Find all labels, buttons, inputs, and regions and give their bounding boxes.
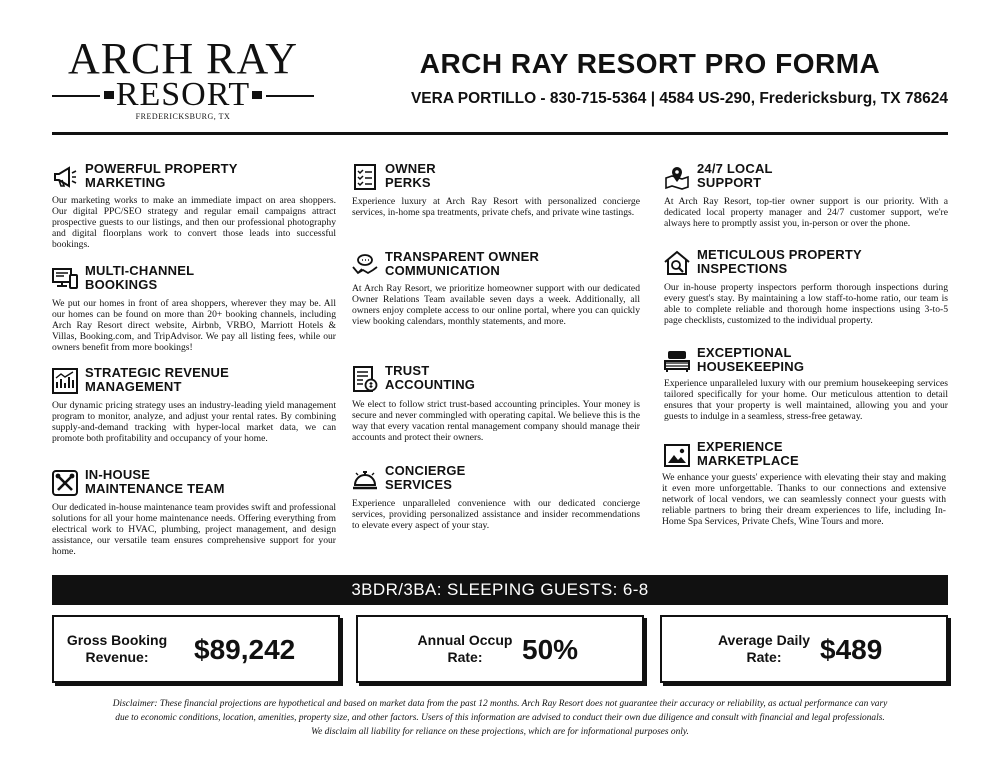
- stat-value: $489: [820, 634, 883, 665]
- feature-body: We put our homes in front of area shoppers, wherever they may be. All our homes can be found on more than 20+ booking channels, including Arch Ray Resort direct website, Airbnb, VRBO, Marriott Hotels & Villas, Booking.com, and TripAdvisor. We pay all listing fees, while our owners benefit from more bookings!: [52, 298, 336, 353]
- feature-title: OWNER PERKS: [385, 161, 436, 190]
- feature-body: Experience unparalleled luxury with our premium housekeeping services tailored specifically for your home. Our meticulous attention to detail ensures that your property is well maintained, allowing you and your guests to indulge in a seamless, stress-free getaway.: [664, 378, 948, 422]
- feature-body: Experience unparalleled convenience with our dedicated concierge services, providing personalized assistance and insider recommendations to elevate every aspect of your stay.: [352, 498, 640, 531]
- tools-icon: [52, 470, 78, 496]
- megaphone-icon: [52, 164, 78, 190]
- feature-body: Experience luxury at Arch Ray Resort with personalized concierge services, in-home spa treatments, private chefs, and private wine tastings.: [352, 196, 640, 218]
- chart-icon: [52, 368, 78, 394]
- header: [52, 34, 948, 134]
- feature-title: MULTI-CHANNEL BOOKINGS: [85, 263, 195, 292]
- annual-occupancy-rate-box: [356, 615, 644, 683]
- feature-title: CONCIERGE SERVICES: [385, 463, 466, 492]
- feature-title: TRANSPARENT OWNER COMMUNICATION: [385, 249, 540, 278]
- feature-body: Our in-house property inspectors perform thorough inspections during every guest's stay. By maintaining a low staff-to-home ratio, our team is able to complete reliable and thorough home inspections using 3-to-5 page checklists, customized to the individual property.: [664, 282, 948, 326]
- ledger-icon: [352, 366, 378, 392]
- contact-line: VERA PORTILLO - 830-715-5364 | 4584 US-290, Fredericksburg, TX 78624: [410, 90, 948, 107]
- feature-body: We enhance your guests' experience with elevating their stay and making it even more unforgettable. Thanks to our connections and extensive network of local vendors, we can seamlessly connect your guests with reliable partners to bring their dream experiences to life, including In-Home Spa Services, Private Chefs, Wine Tours and more.: [662, 472, 946, 527]
- devices-icon: [52, 266, 78, 292]
- feature-title: TRUST ACCOUNTING: [385, 363, 476, 392]
- logo-line-2: RESORT: [115, 76, 251, 113]
- feature-title: EXCEPTIONAL HOUSEKEEPING: [697, 345, 805, 374]
- logo-line-3: FREDERICKSBURG, TX: [135, 112, 231, 121]
- feature-title: 24/7 LOCAL SUPPORT: [697, 161, 773, 190]
- stat-value: 50%: [522, 634, 579, 665]
- feature-body: Our dedicated in-house maintenance team provides swift and professional solutions for all your home maintenance needs. Offering everything from electrical work to HVAC, plumbing, project management, and design assistance, our versatile team ensures comprehensive support for your home.: [52, 502, 336, 557]
- feature-body: Our marketing works to make an immediate impact on area shoppers. Our digital PPC/SEO strategy and regular email campaigns attract prospective guests to our listings, and then our professional photography and digital floorplans work to convert those leads into successful bookings.: [52, 195, 336, 250]
- feature-body: We elect to follow strict trust-based accounting principles. Your money is secure and never commingled with operating capital. We believe this is the way that every vacation rental management company should manage their accounts and protect their owners.: [352, 399, 640, 443]
- feature-body: Our dynamic pricing strategy uses an industry-leading yield management program to monitor, analyze, and adjust your rental rates. By combining supply-and-demand tracking with hyper-local market data, we can promote both profitability and occupancy of your home.: [52, 400, 336, 444]
- page-title: ARCH RAY RESORT PRO FORMA: [419, 48, 881, 79]
- bell-icon: [352, 466, 378, 492]
- house-search-icon: [664, 250, 690, 276]
- stat-value: $89,242: [194, 634, 296, 665]
- logo-dash-right: [252, 91, 262, 99]
- sleeping-guests-banner: 3BDR/3BA: SLEEPING GUESTS: 6-8: [52, 575, 948, 605]
- map-pin-icon: [664, 164, 690, 190]
- stat-label: Annual Occup Rate:: [417, 632, 513, 665]
- feature-title: IN-HOUSE MAINTENANCE TEAM: [85, 467, 225, 496]
- feature-title: STRATEGIC REVENUE MANAGEMENT: [85, 365, 230, 394]
- checklist-icon: [352, 164, 378, 190]
- feature-title: METICULOUS PROPERTY INSPECTIONS: [697, 247, 862, 276]
- feature-body: At Arch Ray Resort, top-tier owner support is our priority. With a dedicated local property manager and 24/7 customer support, we're always here to promptly assist you, in-person or over the phone.: [664, 196, 948, 229]
- header-divider: [52, 132, 948, 135]
- picture-frame-icon: [664, 442, 690, 468]
- feature-body: At Arch Ray Resort, we prioritize homeowner support with our dedicated Owner Relations Team available seven days a week. Additionally, all owners enjoy complete access to our online portal, where you can quickly view booking calendars, monthly statements, and more.: [352, 283, 640, 327]
- stat-label: Gross Booking Revenue:: [66, 632, 168, 665]
- logo-line-1: ARCH RAY: [67, 34, 299, 83]
- logo-line-2-row: [52, 78, 314, 112]
- disclaimer: Disclaimer: These financial projections are hypothetical and based on market data from the past 12 months. Arch Ray Resort does not guarantee their accuracy or reliability, as actual performance can vary due to economic conditions, location, amenities, property size, and other factors. Users of this information are advised to conduct their own due diligence and consult with financial and legal professionals. We disclaim all liability for reliance on these projections, which are for informational purposes only.: [112, 699, 888, 737]
- resort-logo: [52, 34, 314, 126]
- gross-booking-revenue-box: [52, 615, 340, 683]
- average-daily-rate-box: [660, 615, 948, 683]
- handshake-icon: [352, 252, 378, 278]
- feature-title: EXPERIENCE MARKETPLACE: [697, 439, 799, 468]
- logo-rule-right: [266, 95, 314, 97]
- stat-label: Average Daily Rate:: [717, 632, 811, 665]
- bed-icon: [664, 348, 690, 374]
- feature-title: POWERFUL PROPERTY MARKETING: [85, 161, 238, 190]
